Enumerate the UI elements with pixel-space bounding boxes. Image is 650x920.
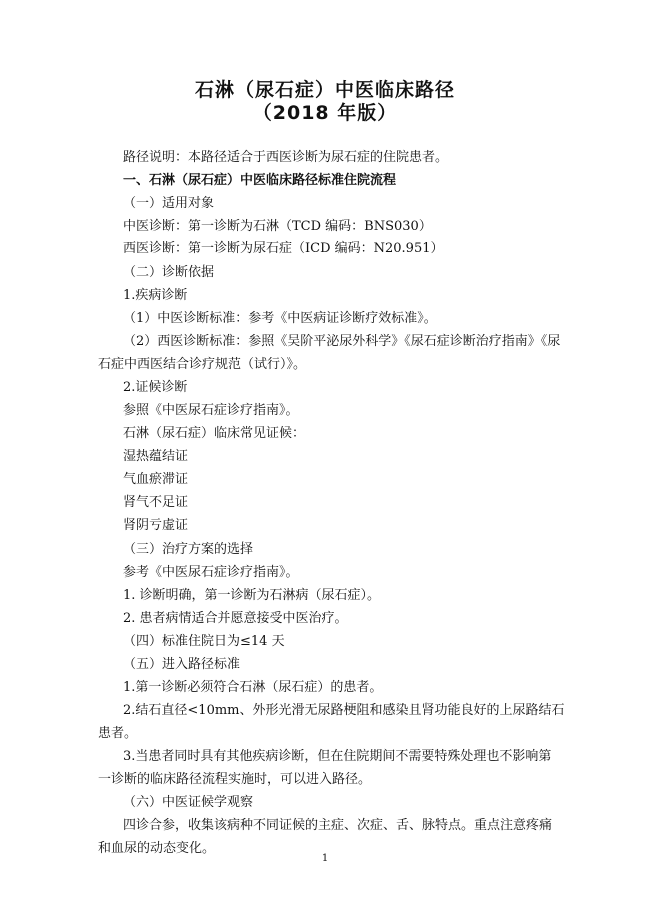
paragraph-line: 1. 诊断明确，第一诊断为石淋病（尿石症）。 — [123, 588, 381, 603]
paragraph-line: 2.结石直径<10mm、外形光滑无尿路梗阻和感染且肾功能良好的上尿路结石 — [123, 703, 565, 718]
subsection-heading: （五）进入路径标准 — [123, 657, 241, 672]
paragraph-line: 四诊合参，收集该病种不同证候的主症、次症、舌、脉特点。重点注意疼痛 — [123, 818, 553, 833]
page-number: 1 — [321, 853, 329, 864]
paragraph-line: 参照《中医尿石症诊疗指南》。 — [123, 403, 299, 418]
paragraph-line: 1.第一诊断必须符合石淋（尿石症）的患者。 — [123, 680, 383, 695]
section-heading: 一、石淋（尿石症）中医临床路径标准住院流程 — [123, 173, 397, 188]
paragraph-line: 3.当患者同时具有其他疾病诊断，但在住院期间不需要特殊处理也不影响第 — [123, 749, 552, 764]
document-title: 石淋（尿石症）中医临床路径 — [194, 79, 455, 101]
paragraph-line: 患者。 — [98, 726, 138, 741]
syndrome-item: 湿热蕴结证 — [123, 449, 189, 464]
western-diagnosis: 西医诊断：第一诊断为尿石症（ICD 编码：N20.951） — [123, 241, 444, 256]
tcm-diagnosis: 中医诊断：第一诊断为石淋（TCD 编码：BNS030） — [123, 219, 432, 234]
item-heading: 1.疾病诊断 — [123, 288, 188, 303]
item-heading: 2.证候诊断 — [123, 380, 188, 395]
document-edition: （2018 年版） — [252, 102, 398, 124]
syndrome-item: 肾气不足证 — [123, 495, 189, 510]
syndrome-item: 肾阴亏虚证 — [123, 518, 189, 533]
paragraph-line: 一诊断的临床路径流程实施时，可以进入路径。 — [98, 772, 372, 787]
paragraph-line: 参考《中医尿石症诊疗指南》。 — [123, 565, 299, 580]
subsection-heading: （六）中医证候学观察 — [123, 795, 254, 810]
paragraph-line: 石淋（尿石症）临床常见证候： — [123, 426, 306, 441]
syndrome-item: 气血瘀滞证 — [123, 472, 189, 487]
path-description: 路径说明：本路径适合于西医诊断为尿石症的住院患者。 — [123, 150, 449, 165]
subsection-heading: （四）标准住院日为≤14 天 — [123, 634, 285, 649]
paragraph-line: 石症中西医结合诊疗规范（试行）》。 — [98, 357, 307, 372]
paragraph-line: （2）西医诊断标准：参照《吴阶平泌尿外科学》《尿石症诊断治疗指南》《尿 — [123, 334, 561, 349]
paragraph-line: 和血尿的动态变化。 — [98, 841, 216, 856]
subsection-heading: （二）诊断依据 — [123, 265, 215, 280]
subsection-heading: （一）适用对象 — [123, 196, 215, 211]
paragraph-line: 2. 患者病情适合并愿意接受中医治疗。 — [123, 611, 348, 626]
subsection-heading: （三）治疗方案的选择 — [123, 542, 254, 557]
paragraph-line: （1）中医诊断标准：参考《中医病证诊断疗效标准》。 — [123, 311, 437, 326]
